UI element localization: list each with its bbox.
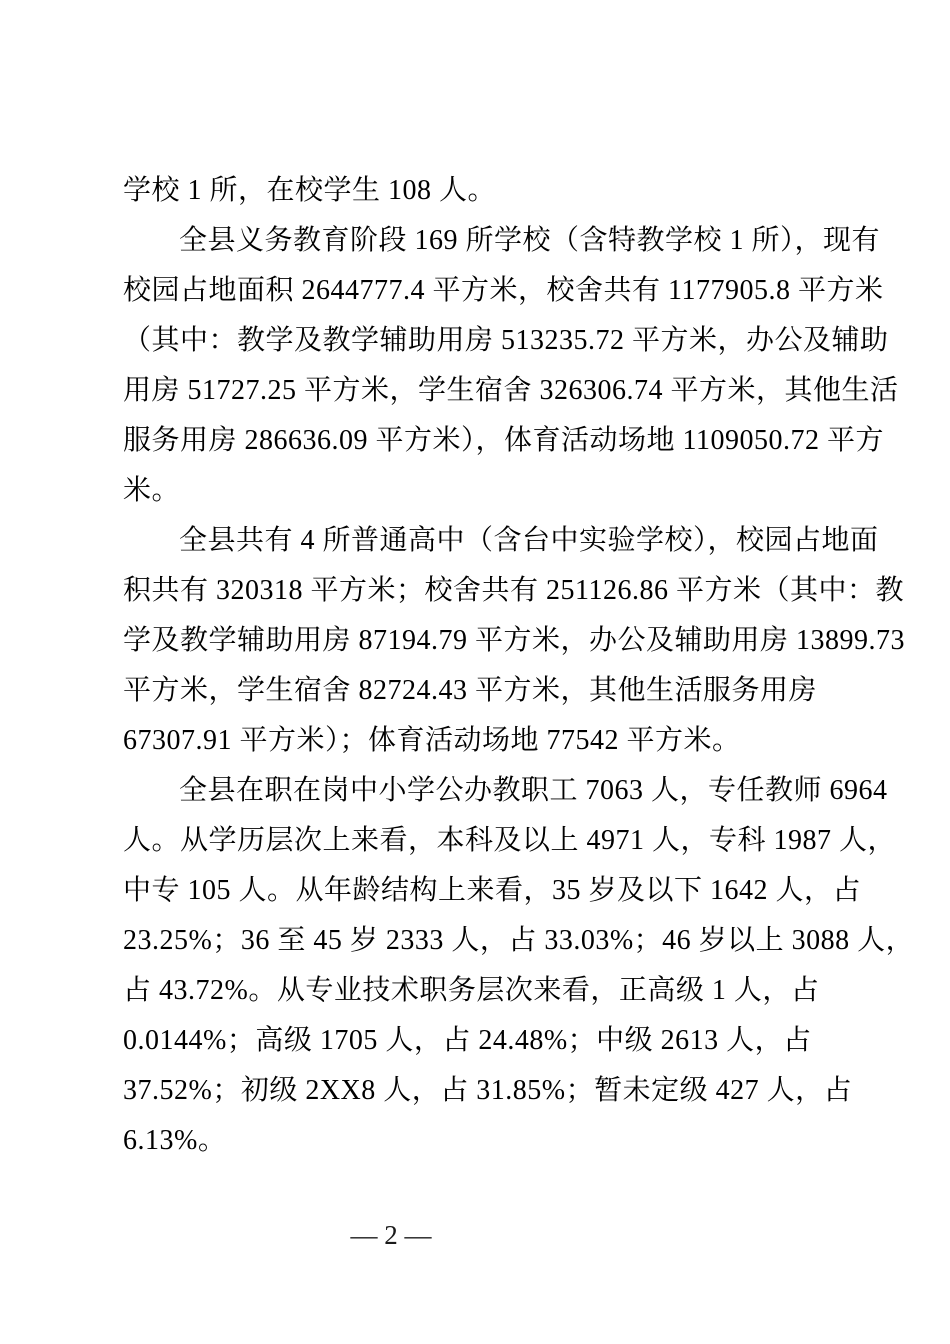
text-line: 学校 1 所，在校学生 108 人。 <box>123 175 497 206</box>
text-line: 0.0144%；高级 1705 人，占 24.48%；中级 2613 人，占 <box>123 1025 812 1056</box>
text-line: 中专 105 人。从年龄结构上来看，35 岁及以下 1642 人，占 <box>123 875 862 906</box>
text-line: 全县共有 4 所普通高中（含台中实验学校），校园占地面 <box>179 525 879 556</box>
text-line: 67307.91 平方米）；体育活动场地 77542 平方米。 <box>123 725 741 756</box>
text-line: 平方米，学生宿舍 82724.43 平方米，其他生活服务用房 <box>123 675 818 706</box>
text-line: 服务用房 286636.09 平方米），体育活动场地 1109050.72 平方 <box>123 425 884 456</box>
text-line: 用房 51727.25 平方米，学生宿舍 326306.74 平方米，其他生活 <box>123 375 899 406</box>
text-line: 全县义务教育阶段 169 所学校（含特教学校 1 所），现有 <box>179 225 881 256</box>
document-body <box>123 166 915 1166</box>
text-line: 学及教学辅助用房 87194.79 平方米，办公及辅助用房 13899.73 <box>123 625 906 656</box>
text-line: 23.25%；36 至 45 岁 2333 人，占 33.03%；46 岁以上 3088 人， <box>123 925 915 956</box>
page-number: — 2 — <box>350 1220 432 1250</box>
text-line: 37.52%；初级 2XX8 人，占 31.85%；暂未定级 427 人，占 <box>123 1075 853 1106</box>
text-line: 6.13%。 <box>123 1125 227 1156</box>
text-line: 积共有 320318 平方米；校舍共有 251126.86 平方米（其中：教 <box>123 575 904 606</box>
text-line: 人。从学历层次上来看，本科及以上 4971 人，专科 1987 人， <box>123 825 897 856</box>
text-line: 校园占地面积 2644777.4 平方米，校舍共有 1177905.8 平方米 <box>123 275 884 306</box>
text-line: 全县在职在岗中小学公办教职工 7063 人，专任教师 6964 <box>179 775 888 806</box>
text-line: 占 43.72%。从专业技术职务层次来看，正高级 1 人，占 <box>123 975 820 1006</box>
text-line: （其中：教学及教学辅助用房 513235.72 平方米，办公及辅助 <box>123 325 889 356</box>
text-line: 米。 <box>123 475 181 506</box>
